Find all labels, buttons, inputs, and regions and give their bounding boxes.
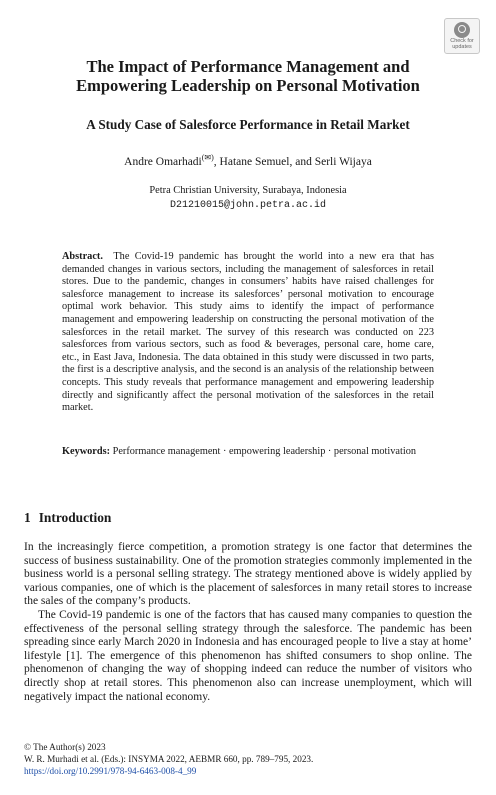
author-list <box>50 155 446 169</box>
co-authors: , Hatane Semuel, and Serli Wijaya <box>213 156 372 168</box>
paragraph-2: The Covid-19 pandemic is one of the factors that has caused many companies to question the effectiveness of the personal selling strategy through the salesforce. The pandemic has been spreading since early March 2020 in Indonesia and has encouraged people to live a stay at home’ lifestyle [1]. The emergence of this phenomenon has shifted consumers to shop online. The phenomenon of changing the way of shopping indeed can reduce the number of visitors who directly shop at retail stores. This phenomenon also can increase unemployment, which will negatively impact the national economy. <box>24 608 472 703</box>
paragraph-1: In the increasingly fierce competition, a promotion strategy is one factor that determines the success of business sustainability. One of the promotion strategies commonly implemented in the business world is a personal selling strategy. The strategy mentioned above is widely applied by various companies, one of which is the placement of salesforces in many retail stores to increase the sales of the company’s products. <box>24 541 472 608</box>
section-title: Introduction <box>38 510 112 525</box>
body-text <box>24 541 472 704</box>
keywords-label: Keywords: <box>62 446 111 457</box>
keywords-text: Performance management · empowering leadership · personal motivation <box>112 446 416 457</box>
keywords <box>62 446 434 459</box>
abstract-text: The Covid-19 pandemic has brought the world into a new era that has demanded changes in various sectors, including the management of salesforces in retail stores. Due to the pandemic, changes in consumers’ habits have raised challenges for salesforce management to increase its salesforces’ personal motivation to encourage optimal work behavior. This study aims to identify the impact of performance management and empowering leadership on constructing the personal motivation of the salesforces in the retail market. The survey of this research was conducted on 223 salesforces from various sectors, such as food & beverages, personal care, home care, etc., in East Java, Indonesia. The data obtained in this study were discussed in two parts, the first is a descriptive analysis, and the second is an analysis of the relationship between concepts. This study reveals that performance management and empowering leadership directly and significantly affect the personal motivation of the salesforces in the retail market. <box>62 251 434 414</box>
author-name: Andre Omarhadi <box>124 156 202 168</box>
paper-subtitle: A Study Case of Salesforce Performance in Retail Market <box>86 117 410 132</box>
affiliation: Petra Christian University, Surabaya, Indonesia <box>149 185 347 196</box>
abstract <box>62 251 434 415</box>
mail-icon[interactable]: (✉) <box>201 153 214 163</box>
check-for-updates-badge[interactable] <box>444 18 480 54</box>
update-check-icon <box>454 22 470 38</box>
author-email[interactable]: D21210015@john.petra.ac.id <box>169 200 327 211</box>
doi-link[interactable]: https://doi.org/10.2991/978-94-6463-008-4_99 <box>24 766 197 776</box>
paper-title: The Impact of Performance Management and Empowering Leadership on Personal Motivation <box>76 57 420 95</box>
section-heading <box>24 510 111 526</box>
badge-line-2: updates <box>452 44 472 50</box>
citation-line: W. R. Murhadi et al. (Eds.): INSYMA 2022, AEBMR 660, pp. 789–795, 2023. <box>24 754 314 764</box>
badge-line-1: Check for <box>450 38 474 44</box>
copyright-line: © The Author(s) 2023 <box>24 742 106 752</box>
section-number: 1 <box>24 510 31 525</box>
abstract-label: Abstract. <box>62 251 103 262</box>
page-footer <box>24 741 472 777</box>
